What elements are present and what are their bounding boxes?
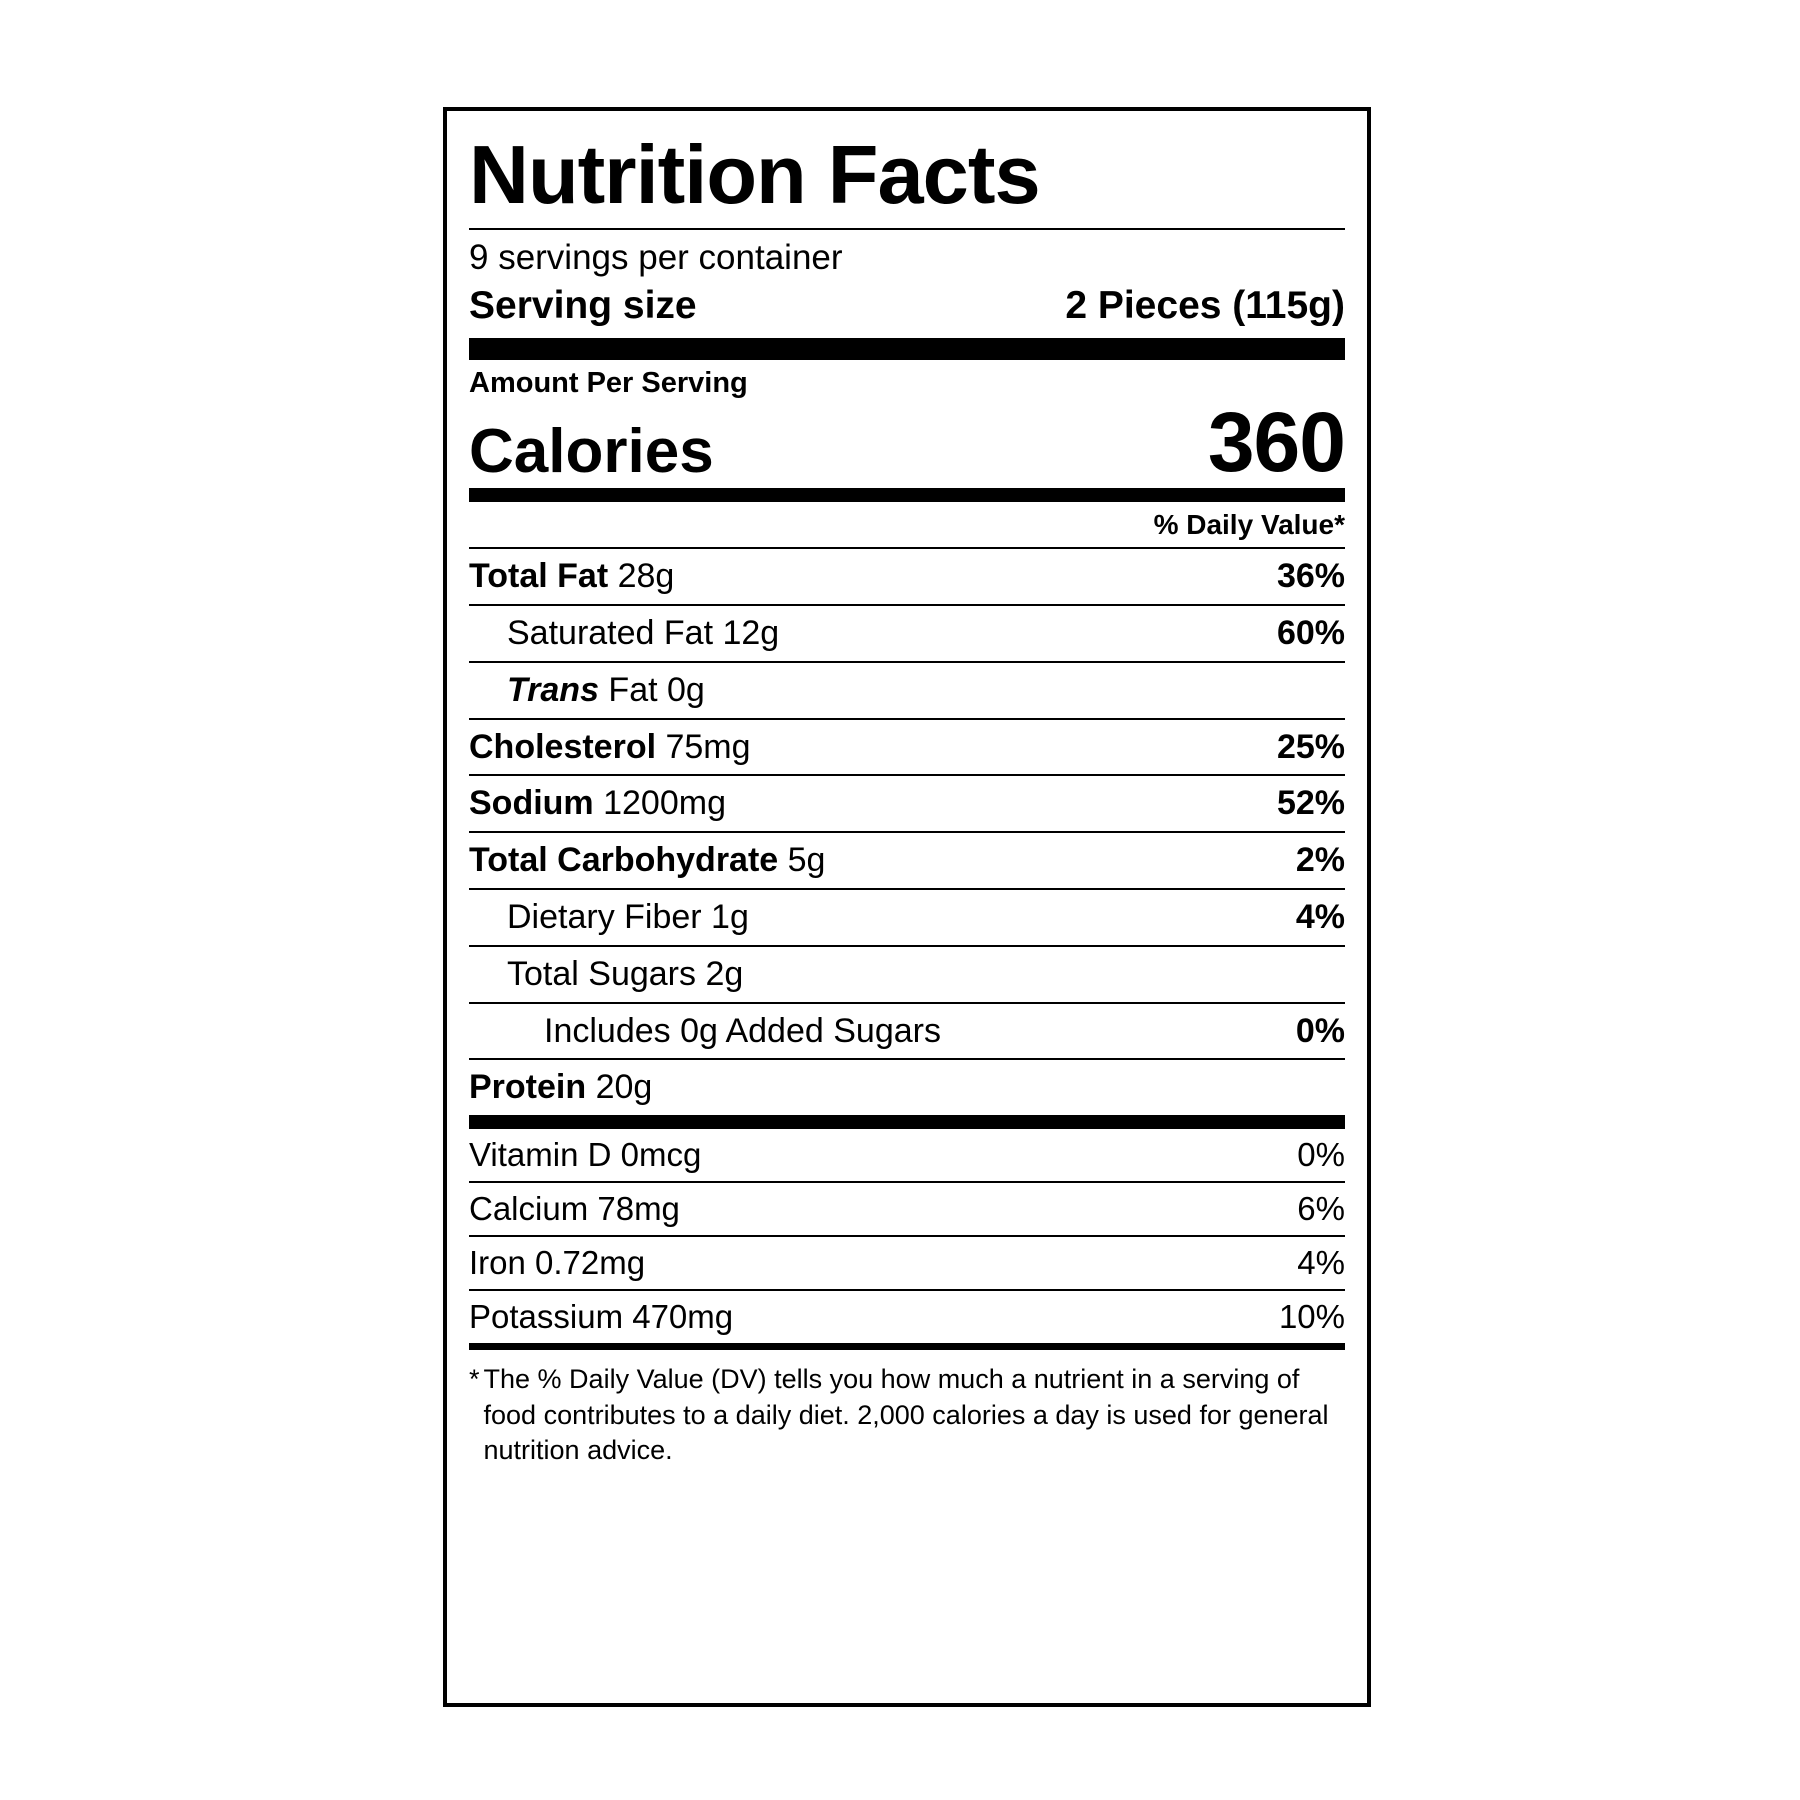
serving-size-label: Serving size	[469, 284, 697, 328]
vitamin-dv: 0%	[1297, 1136, 1345, 1174]
table-row	[469, 1183, 1345, 1235]
nutrient-name-rest: 1200mg	[593, 784, 726, 823]
divider-above-vitamins	[469, 1115, 1345, 1129]
nutrient-name: Dietary Fiber 1g	[507, 898, 749, 937]
footnote-text: The % Daily Value (DV) tells you how much a nutrient in a serving of food contributes to a daily diet. 2,000 calories a day is used for general nutrition advice.	[483, 1364, 1329, 1466]
nutrient-name-bold: Total Carbohydrate	[469, 841, 779, 880]
table-row	[469, 606, 1345, 661]
nutrient-name	[469, 670, 705, 711]
nutrient-dv: 36%	[1276, 557, 1345, 596]
nutrient-name-rest: Fat 0g	[598, 670, 705, 709]
nutrient-name-bold: Total Fat	[469, 557, 609, 596]
calories-value: 360	[1207, 395, 1345, 490]
table-row	[469, 720, 1345, 775]
nutrition-facts-label	[443, 107, 1371, 1707]
nutrient-name	[469, 556, 674, 597]
nutrient-name-rest: 20g	[586, 1068, 653, 1107]
divider-under-calories	[469, 488, 1345, 502]
table-row	[469, 947, 1345, 1002]
serving-size-value: 2 Pieces (115g)	[1065, 284, 1345, 328]
nutrient-dv: 25%	[1276, 727, 1345, 766]
nutrient-name: Saturated Fat 12g	[507, 614, 780, 653]
nutrient-name-rest: 75mg	[656, 727, 751, 766]
table-row	[469, 776, 1345, 831]
nutrient-name	[469, 840, 825, 881]
servings-per-container: 9 servings per container	[469, 238, 843, 277]
nutrient-dv: 60%	[1276, 614, 1345, 653]
nutrient-name-bold: Sodium	[469, 784, 594, 823]
table-row	[469, 1060, 1345, 1115]
page-title: Nutrition Facts	[469, 128, 1040, 221]
table-row	[469, 1237, 1345, 1289]
nutrient-name-italic: Trans	[507, 670, 599, 709]
vitamin-name: Iron 0.72mg	[469, 1244, 646, 1282]
nutrient-dv: 0%	[1295, 1011, 1345, 1050]
nutrient-name	[469, 727, 751, 768]
table-row	[469, 833, 1345, 888]
nutrient-name-rest: 28g	[608, 557, 675, 596]
nutrient-dv: 52%	[1276, 784, 1345, 823]
nutrient-name-rest: 5g	[778, 841, 826, 880]
nutrient-dv: 4%	[1295, 898, 1345, 937]
footnote	[469, 1350, 1345, 1469]
footnote-asterisk: *	[469, 1364, 480, 1395]
table-row	[469, 663, 1345, 718]
divider-thick-top	[469, 338, 1345, 360]
vitamin-name: Calcium 78mg	[469, 1190, 680, 1228]
amount-per-serving-label: Amount Per Serving	[469, 367, 748, 400]
nutrient-name: Total Sugars 2g	[507, 954, 744, 993]
nutrient-name-bold: Protein	[469, 1068, 587, 1107]
table-row	[469, 1129, 1345, 1181]
nutrient-name	[469, 1067, 652, 1108]
nutrient-dv: 2%	[1295, 841, 1345, 880]
vitamin-name: Vitamin D 0mcg	[469, 1136, 702, 1174]
nutrient-name-bold: Cholesterol	[469, 727, 657, 766]
serving-size-row	[469, 282, 1345, 338]
divider-above-footnote	[469, 1343, 1345, 1350]
daily-value-header: % Daily Value*	[1153, 509, 1345, 541]
vitamin-dv: 4%	[1297, 1244, 1345, 1282]
table-row	[469, 1004, 1345, 1059]
vitamin-dv: 6%	[1297, 1190, 1345, 1228]
calories-row	[469, 395, 1345, 490]
calories-label: Calories	[469, 417, 714, 487]
nutrient-name	[469, 783, 726, 824]
vitamin-dv: 10%	[1278, 1298, 1345, 1336]
vitamin-name: Potassium 470mg	[469, 1298, 734, 1336]
table-row	[469, 549, 1345, 604]
table-row	[469, 1291, 1345, 1343]
table-row	[469, 890, 1345, 945]
nutrient-name: Includes 0g Added Sugars	[544, 1011, 941, 1050]
